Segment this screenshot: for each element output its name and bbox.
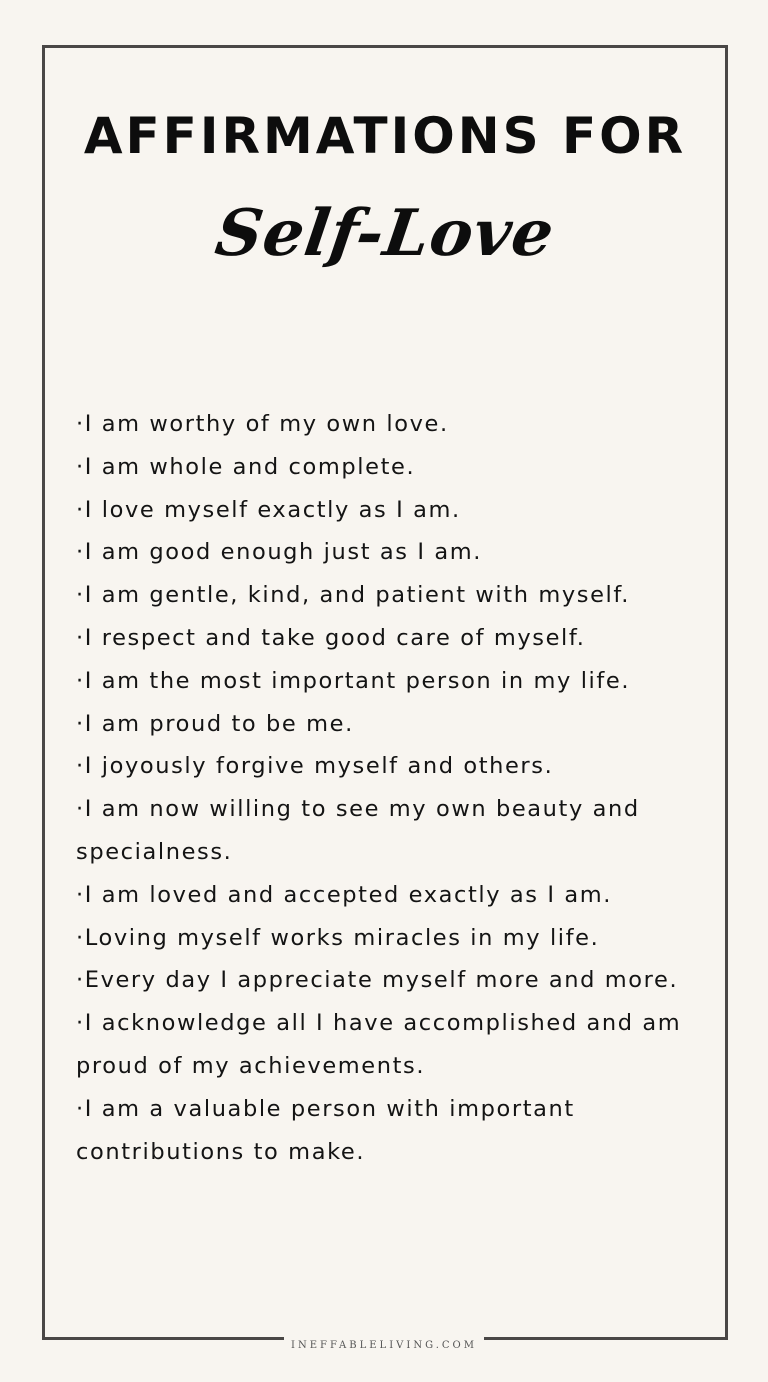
- footer-website: INEFFABLELIVING.COM: [291, 1340, 477, 1351]
- frame-bottom-left-rule: [42, 1337, 284, 1340]
- frame-bottom-right-rule: [484, 1337, 725, 1340]
- affirmation-item: ·Every day I appreciate myself more and more.: [76, 967, 679, 994]
- affirmation-list: [76, 403, 696, 1173]
- affirmation-item: ·I am proud to be me.: [76, 710, 354, 737]
- page-title: AFFIRMATIONS FOR: [83, 107, 687, 165]
- affirmation-item: ·I am gentle, kind, and patient with myself.: [76, 582, 631, 609]
- affirmation-item: ·I am now willing to see my own beauty and specialness.: [76, 796, 640, 865]
- affirmation-item: ·Loving myself works miracles in my life.: [76, 924, 600, 951]
- affirmation-item: ·I joyously forgive myself and others.: [76, 753, 554, 780]
- affirmation-item: ·I am the most important person in my life.: [76, 667, 631, 694]
- affirmation-item: ·I respect and take good care of myself.: [76, 624, 586, 651]
- affirmation-item: ·I am good enough just as I am.: [76, 539, 482, 566]
- affirmation-item: ·I love myself exactly as I am.: [76, 496, 461, 523]
- affirmation-item: ·I am whole and complete.: [76, 453, 416, 480]
- page-subtitle: Self-Love: [210, 196, 560, 271]
- affirmation-item: ·I acknowledge all I have accomplished and am proud of my achievements.: [76, 1010, 682, 1079]
- affirmation-item: ·I am loved and accepted exactly as I am.: [76, 881, 613, 908]
- affirmation-item: ·I am a valuable person with important contributions to make.: [76, 1095, 575, 1165]
- affirmation-item: ·I am worthy of my own love.: [76, 411, 449, 437]
